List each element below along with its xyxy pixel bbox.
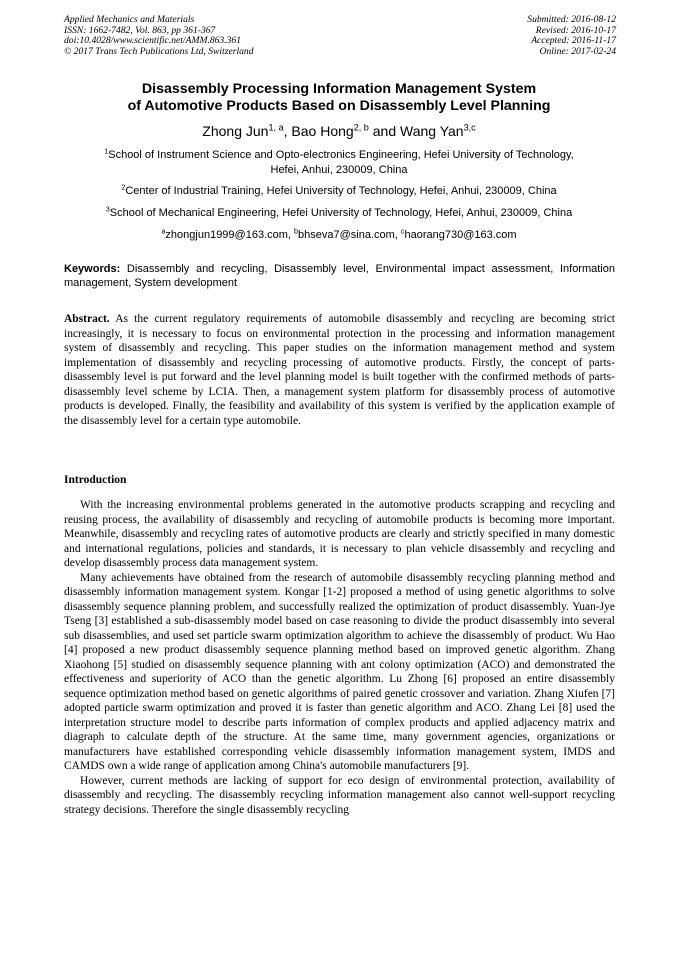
author-separator: , bbox=[283, 123, 292, 139]
publication-dates bbox=[527, 15, 616, 57]
journal-doi: doi:10.4028/www.scientific.net/AMM.863.361 bbox=[64, 35, 242, 47]
date-online: Online: 2017-02-24 bbox=[539, 45, 616, 57]
email-address: haorang730@163.com bbox=[404, 229, 517, 241]
author-name: Bao Hong bbox=[291, 123, 354, 139]
affiliation-2 bbox=[62, 184, 616, 199]
abstract bbox=[64, 312, 615, 428]
keywords-label: Keywords: bbox=[64, 263, 121, 275]
affiliation-text: Center of Industrial Training, Hefei University of Technology, Hefei, Anhui, 230009, China bbox=[125, 185, 557, 197]
affiliation-mark: 2 bbox=[121, 183, 126, 192]
affiliation-text: Hefei, Anhui, 230009, China bbox=[270, 164, 408, 176]
journal-issn: ISSN: 1662-7482, Vol. 863, pp 361-367 bbox=[64, 24, 216, 36]
introduction-body bbox=[64, 498, 615, 817]
keywords bbox=[64, 262, 615, 290]
author-list bbox=[60, 122, 618, 140]
title-line-1: Disassembly Processing Information Management System bbox=[141, 81, 537, 97]
email-address: bhseva7@sina.com, bbox=[298, 229, 401, 241]
abstract-label: Abstract. bbox=[64, 313, 110, 325]
affiliation-1 bbox=[62, 148, 616, 178]
journal-copyright: © 2017 Trans Tech Publications Ltd, Switzerland bbox=[64, 45, 254, 57]
date-accepted: Accepted: 2016-11-17 bbox=[531, 35, 616, 47]
author-affiliation-mark: 1, a bbox=[268, 122, 284, 133]
affiliation-mark: 3 bbox=[105, 205, 110, 214]
keywords-text: Disassembly and recycling, Disassembly level, Environmental impact assessment, Information management, System development bbox=[64, 263, 615, 289]
affiliation-3 bbox=[62, 206, 616, 221]
email-mark: a bbox=[161, 227, 166, 236]
author-name: Zhong Jun bbox=[202, 123, 269, 139]
author-affiliation-mark: 3,c bbox=[463, 122, 476, 133]
title-line-2: of Automotive Products Based on Disassembly Level Planning bbox=[127, 98, 551, 114]
section-heading-introduction: Introduction bbox=[64, 474, 127, 486]
author-separator: and bbox=[368, 123, 400, 139]
paragraph: Many achievements have obtained from the research of automobile disassembly recycling planning method and disassembly information management system. Kongar [1-2] proposed a method of using genetic algorithms to solve disassembly sequence planning problem, and successfully realized the optimization of product disassembly. Yuan-Jye Tseng [3] established a sub-disassembly model based on case reasoning to divide the product disassembly into several sub disassemblies, and used set particle swarm optimization algorithm to achieve the disassembly of product. Wu Hao [4] proposed a new product disassembly sequence planning method based on improved genetic algorithm. Zhang Xiaohong [5] studied on disassembly sequence planning with ant colony optimization (ACO) and demonstrated the effectiveness and superiority of ACO than the genetic algorithm. Lu Zhong [6] proposed an entire disassembly sequence optimization method based on genetic algorithms of paired genetic crossover and variation. Zhang Xiufen [7] adopted particle swarm optimization and proved it is faster than genetic algorithm and ACO. Zhang Lei [8] used the interpretation structure model to describe parts information of complex products and applied adjacency matrix and diagraph to calculate depth of the structure. At the same time, many government agencies, organizations or manufacturers have established corresponding vehicle disassembly information management system, IMDS and CAMDS own a wide range of application among China's automobile manufacturers [9]. bbox=[64, 571, 615, 772]
affiliation-mark: 1 bbox=[104, 147, 109, 156]
journal-info bbox=[64, 15, 254, 57]
date-submitted: Submitted: 2016-08-12 bbox=[527, 14, 616, 25]
email-mark: b bbox=[294, 227, 298, 236]
author-emails bbox=[62, 228, 616, 243]
abstract-text: As the current regulatory requirements of automobile disassembly and recycling are becoming strict increasingly, it is necessary to focus on environmental protection in the processing and information management system of disassembly and recycling. This paper studies on the information management method and system implementation of disassembly and recycling processing of automotive products. Firstly, the concept of parts-disassembly level is put forward and the level planning model is built together with the confirmed methods of parts-disassembly level scheme by LCIA. Then, a management system platform for disassembly process of automotive products is developed. Finally, the feasibility and availability of this system is verified by the application example of the disassembly level for a certain type automobile. bbox=[64, 313, 615, 427]
paper-title bbox=[60, 81, 618, 115]
date-revised: Revised: 2016-10-17 bbox=[535, 24, 616, 36]
email-address: zhongjun1999@163.com, bbox=[165, 229, 295, 241]
author-affiliation-mark: 2, b bbox=[353, 122, 369, 133]
affiliation-text: School of Instrument Science and Opto-electronics Engineering, Hefei University of Technology, bbox=[108, 149, 574, 161]
paragraph: However, current methods are lacking of support for eco design of environmental protection, availability of disassembly and recycling. The disassembly recycling information management also cannot well-support recycling strategy decisions. Therefore the single disassembly recycling bbox=[64, 774, 615, 816]
journal-header bbox=[64, 15, 616, 57]
email-mark: c bbox=[400, 227, 405, 236]
affiliation-text: School of Mechanical Engineering, Hefei University of Technology, Hefei, Anhui, 230009, China bbox=[109, 207, 573, 219]
author-name: Wang Yan bbox=[400, 123, 464, 139]
paragraph: With the increasing environmental problems generated in the automotive products scrapping and recycling and reusing process, the availability of disassembly and recycling of automobile products is becoming more important. Meanwhile, disassembly and recycling rates of automotive products are clearly and strictly specified in many domestic and international regulations, policies and standards, it is necessary to plan vehicle disassembly and recycling and develop disassembly process data management system. bbox=[64, 499, 615, 569]
journal-name: Applied Mechanics and Materials bbox=[64, 14, 195, 25]
